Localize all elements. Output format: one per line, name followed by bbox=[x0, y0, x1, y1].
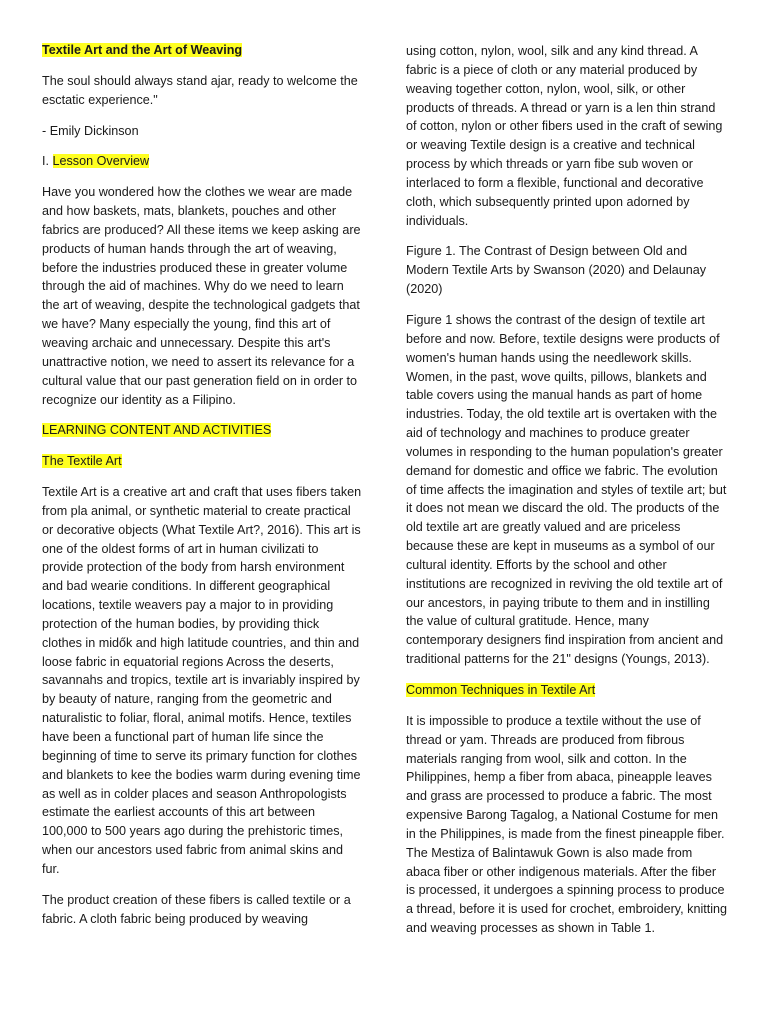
epigraph-quote: The soul should always stand ajar, ready to welcome the esctatic experience." bbox=[42, 73, 358, 107]
continued-paragraph: using cotton, nylon, wool, silk and any kind thread. A fabric is a piece of cloth or any material produced by weaving together cotton, nylon, wool, silk, or other products of threads. A thread or yarn is a len thin strand of cotton, nylon or other fibers used in the craft of sewing or weaving Textile design is a creative and technical process by which threads or yarn fibe sub woven or interlaced to form a flexible, functional and decorative cloth, which subsequently printed upon adorned by individuals. bbox=[406, 44, 723, 228]
figure-discussion-paragraph: Figure 1 shows the contrast of the design of textile art before and now. Before, textile designs were products of women's human hands using the needlework skills. Women, in the past, wove quilts, pillows, blankets and table covers using the manual hands as part of home industries. Today, the old textile art is overtaken with the aid of technology and machines to produce greater volumes in responding to the human population's greater demand for domestic and office we fabric. The evolution of time affects the imagination and styles of textile art; but it does not mean we discard the old. The products of the old textile art are greatly valued and are priceless because these are kept in museums as a symbol of our cultural identity. Efforts by the school and other institutions are recognized in reviving the old textile art of our ancestors, in paying tribute to them and in instilling the value of cultural gratitude. Hence, many contemporary designers find inspiration from ancient and traditional patterns for the 21" designs (Youngs, 2013). bbox=[406, 312, 727, 667]
textile-art-heading bbox=[42, 452, 362, 471]
product-creation-paragraph: The product creation of these fibers is called textile or a fabric. A cloth fabric being produced by weaving bbox=[42, 892, 351, 926]
lesson-overview-label: Lesson Overview bbox=[52, 154, 150, 169]
learning-content-label: LEARNING CONTENT AND ACTIVITIES bbox=[42, 423, 272, 438]
document-title bbox=[42, 41, 362, 60]
right-column bbox=[406, 42, 728, 950]
techniques-heading bbox=[406, 681, 728, 700]
left-column bbox=[42, 41, 362, 940]
learning-content-heading bbox=[42, 421, 362, 440]
lesson-overview-prefix: I. bbox=[42, 154, 53, 169]
textile-art-paragraph: Textile Art is a creative art and craft that uses fibers taken from pla animal, or synthetic material to create practical or decorative objects (What Textile Art?, 2016). This art is one of the oldest forms of art in human civilizati to provide protection of the body from harsh environment and bad wearie conditions. In different geographical locations, textile weavers pay a major to in providing protection of the human bodies, by providing thick clothes in midők and high latitude countries, and thin and loose fabric in equatorial regions Across the deserts, savannahs and tropics, textile art is invariably inspired by by beauty of nature, ranging from the geometric and naturalistic to foliar, floral, animal motifs. Hence, textiles have been a functional part of human life since the beginning of time to serve its primary function for clothes and blankets to kee the bodies warm during evening time as well as in colder places and season Anthropologists estimate the earliest accounts of this art between 100,000 to 500 years ago during the prehistoric times, when our ancestors used fabric from animal skins and fur. bbox=[42, 485, 362, 876]
techniques-label: Common Techniques in Textile Art bbox=[406, 683, 596, 697]
lesson-overview-heading bbox=[42, 152, 362, 171]
figure-caption: Figure 1. The Contrast of Design between Old and Modern Textile Arts by Swanson (2020) and Delaunay (2020) bbox=[406, 244, 707, 297]
techniques-paragraph: It is impossible to produce a textile without the use of thread or yam. Threads are produced from fibrous materials ranging from wool, silk and cotton. In the Philippines, hemp a fiber from abaca, pineapple leaves and grass are processed to produce a fabric. The most expensive Barong Tagalog, a National Costume for men in the Philippines, is made from the finest pineapple fiber. The Mestiza of Balintawuk Gown is also made from abaca fiber or other indigenous materials. After the fiber is processed, it undergoes a spinning process to produce a thread, before it is used for crochet, embroidery, knitting and weaving processes as shown in Table 1. bbox=[406, 713, 728, 936]
epigraph-author: - Emily Dickinson bbox=[42, 123, 139, 138]
textile-art-label: The Textile Art bbox=[42, 454, 122, 469]
lesson-overview-paragraph: Have you wondered how the clothes we wear are made and how baskets, mats, blankets, pouches and other fabrics are produced? All these items we keep asking are products of human hands through the art of weaving, before the industries produced these in greater volume through the aid of machines. Why do we need to learn the art of weaving, despite the technological gadgets that we have? Many especially the young, find this art of weaving archaic and unnecessary. Despite this art's unattractive notion, we need to assert its relevance for a cultural value that our past generation field on in order to recognize our identity as a Filipino. bbox=[42, 185, 361, 407]
document-title-text: Textile Art and the Art of Weaving bbox=[42, 43, 243, 57]
